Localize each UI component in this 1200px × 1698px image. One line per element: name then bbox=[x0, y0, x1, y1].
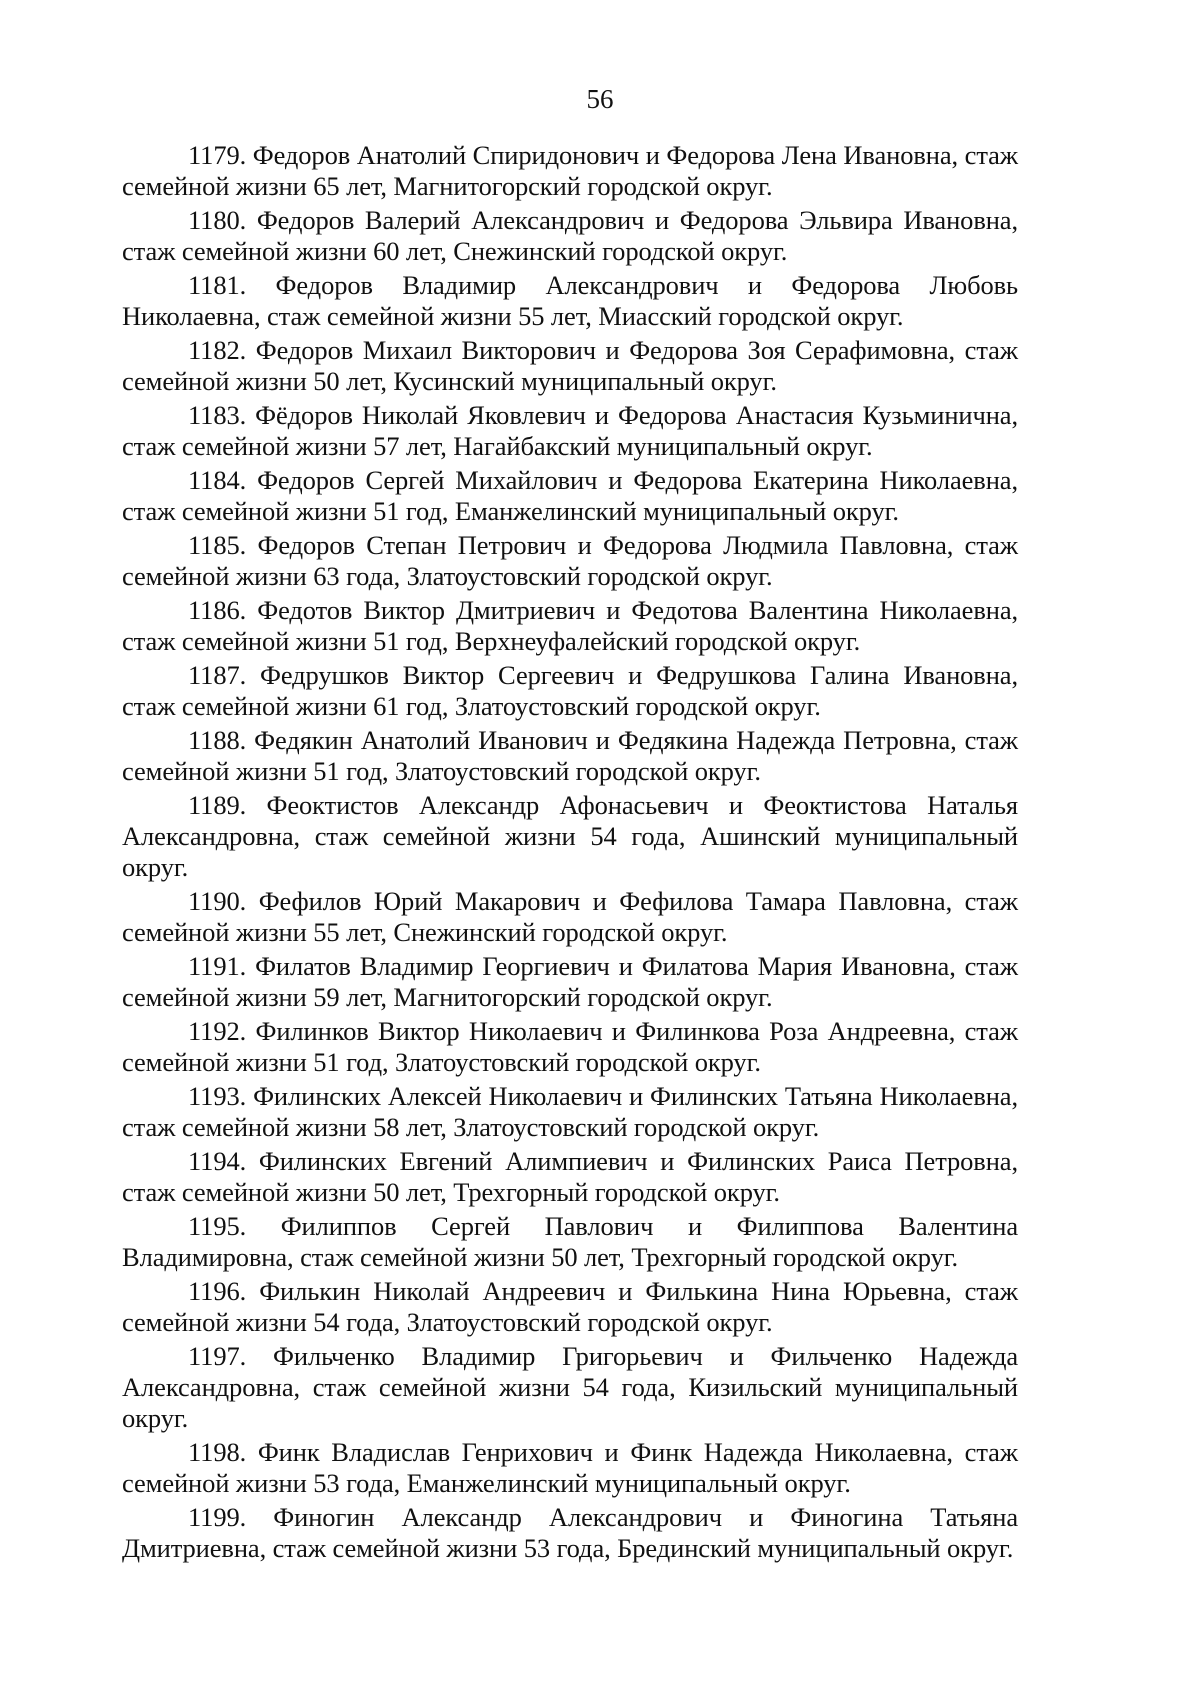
list-item: 1194. Филинских Евгений Алимпиевич и Филинских Раиса Петровна, стаж семейной жизни 50 лет, Трехгорный городской округ. bbox=[122, 1146, 1018, 1207]
list-item: 1182. Федоров Михаил Викторович и Федорова Зоя Серафимовна, стаж семейной жизни 50 лет, Кусинский муниципальный округ. bbox=[122, 335, 1018, 396]
list-item: 1195. Филиппов Сергей Павлович и Филиппова Валентина Владимировна, стаж семейной жизни 50 лет, Трехгорный городской округ. bbox=[122, 1211, 1018, 1272]
list-item: 1197. Фильченко Владимир Григорьевич и Фильченко Надежда Александровна, стаж семейной жизни 54 года, Кизильский муниципальный округ. bbox=[122, 1341, 1018, 1433]
list-item: 1196. Филькин Николай Андреевич и Филькина Нина Юрьевна, стаж семейной жизни 54 года, Златоустовский городской округ. bbox=[122, 1276, 1018, 1337]
list-item: 1181. Федоров Владимир Александрович и Федорова Любовь Николаевна, стаж семейной жизни 55 лет, Миасский городской округ. bbox=[122, 270, 1018, 331]
list-item: 1187. Федрушков Виктор Сергеевич и Федрушкова Галина Ивановна, стаж семейной жизни 61 год, Златоустовский городской округ. bbox=[122, 660, 1018, 721]
list-item: 1185. Федоров Степан Петрович и Федорова Людмила Павловна, стаж семейной жизни 63 года, Златоустовский городской округ. bbox=[122, 530, 1018, 591]
page-number: 56 bbox=[586, 84, 614, 114]
list-item: 1190. Фефилов Юрий Макарович и Фефилова Тамара Павловна, стаж семейной жизни 55 лет, Снежинский городской округ. bbox=[122, 886, 1018, 947]
list-item: 1199. Финогин Александр Александрович и Финогина Татьяна Дмитриевна, стаж семейной жизни 53 года, Брединский муниципальный округ. bbox=[122, 1502, 1018, 1563]
list-item: 1183. Фёдоров Николай Яковлевич и Федорова Анастасия Кузьминична, стаж семейной жизни 57 лет, Нагайбакский муниципальный округ. bbox=[122, 400, 1018, 461]
list-item: 1198. Финк Владислав Генрихович и Финк Надежда Николаевна, стаж семейной жизни 53 года, Еманжелинский муниципальный округ. bbox=[122, 1437, 1018, 1498]
list-item: 1188. Федякин Анатолий Иванович и Федякина Надежда Петровна, стаж семейной жизни 51 год, Златоустовский городской округ. bbox=[122, 725, 1018, 786]
list-item: 1184. Федоров Сергей Михайлович и Федорова Екатерина Николаевна, стаж семейной жизни 51 год, Еманжелинский муниципальный округ. bbox=[122, 465, 1018, 526]
entry-list bbox=[122, 140, 1018, 1567]
list-item: 1191. Филатов Владимир Георгиевич и Филатова Мария Ивановна, стаж семейной жизни 59 лет, Магнитогорский городской округ. bbox=[122, 951, 1018, 1012]
list-item: 1193. Филинских Алексей Николаевич и Филинских Татьяна Николаевна, стаж семейной жизни 58 лет, Златоустовский городской округ. bbox=[122, 1081, 1018, 1142]
list-item: 1192. Филинков Виктор Николаевич и Филинкова Роза Андреевна, стаж семейной жизни 51 год, Златоустовский городской округ. bbox=[122, 1016, 1018, 1077]
list-item: 1189. Феоктистов Александр Афонасьевич и Феоктистова Наталья Александровна, стаж семейной жизни 54 года, Ашинский муниципальный округ. bbox=[122, 790, 1018, 882]
list-item: 1186. Федотов Виктор Дмитриевич и Федотова Валентина Николаевна, стаж семейной жизни 51 год, Верхнеуфалейский городской округ. bbox=[122, 595, 1018, 656]
list-item: 1180. Федоров Валерий Александрович и Федорова Эльвира Ивановна, стаж семейной жизни 60 лет, Снежинский городской округ. bbox=[122, 205, 1018, 266]
list-item: 1179. Федоров Анатолий Спиридонович и Федорова Лена Ивановна, стаж семейной жизни 65 лет, Магнитогорский городской округ. bbox=[122, 140, 1018, 201]
